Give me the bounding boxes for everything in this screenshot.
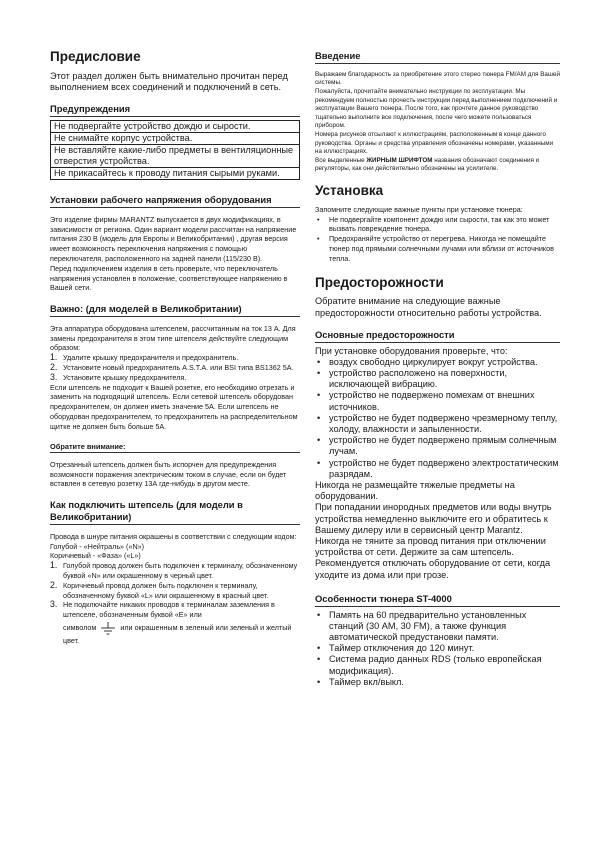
list-item: 1. Удалите крышку предохранителя и предохранитель.: [50, 352, 239, 363]
intro-title: Введение: [315, 50, 560, 64]
basic-intro: При установке оборудования проверьте, что:: [315, 345, 508, 356]
plug-code-blue: Голубой - «Нейтраль» («N»): [50, 541, 145, 551]
warning-item: Не снимайте корпус устройства.: [51, 133, 299, 145]
voltage-paragraph-2: Перед подключением изделия в сеть проверьте, что переключатель напряжения установлен в положение, соответствующее напряжению в Вашей сети.: [50, 263, 288, 293]
list-item: • воздух свободно циркулирует вокруг устройства.: [315, 357, 560, 368]
install-list: [315, 215, 560, 264]
list-item: 3. Не подключайте никаких проводов к терминалам заземления в штепселе, обозначенным буквой «E» или символом или окрашенным в зеленый или зеленый и желтый цвет.: [50, 600, 300, 645]
list-item: • устройство расположено на поверхности, исключающей вибрацию.: [315, 368, 560, 390]
features-title: Особенности тюнера ST-4000: [315, 593, 560, 607]
basic-paragraph-1: Никогда не размещайте тяжелые предметы на оборудовании.: [315, 479, 515, 502]
list-item: • Таймер вкл/выкл.: [315, 677, 560, 688]
basic-paragraph-2: При попадании инородных предметов или воды внутрь устройства немедленно выключите его и обратитесь к Вашему дилеру или в сервисный центр Marantz.: [315, 502, 552, 535]
attention-text: Отрезанный штепсель должен быть испорчен для предупреждения возможности поражения электрическим током в случае, если он будет вставлен в сетевую розетку 13А где-нибудь в другом месте.: [50, 459, 287, 489]
list-item: 3. Установите крышку предохранителя.: [50, 371, 187, 382]
uk-outro: Если штепсель не подходит к Вашей розетке, его необходимо отрезать и заменить на подходящий штепсель. Если сетевой штепсель оборудован предохранителем, он должен иметь значение 5A. Если штепсель не оборудован предохранителем, то предохранитель на распределительном щитке не должен быть больше 5A.: [50, 382, 298, 431]
plug-code-brown: Коричневый - «Фаза» («L»): [50, 551, 141, 561]
list-item: • Предохраняйте устройство от перегрева. Никогда не помещайте тюнер под прямыми солнечными лучами или вблизи от источников тепла.: [315, 234, 560, 263]
list-item: • устройство не будет подвержено прямым солнечным лучам.: [315, 435, 560, 457]
list-item: • Система радио данных RDS (только европейская модификация).: [315, 654, 560, 676]
ground-icon: [100, 622, 116, 636]
uk-important-title: Важно: (для моделей в Великобритании): [50, 303, 300, 317]
precautions-title: Предосторожности: [315, 274, 444, 290]
intro-paragraph-3: Номера рисунков отсылают к иллюстрациям, расположенным в конце данного руководства. Органы и средства управления обозначены номерами, указанными на иллюстрациях.: [315, 130, 554, 156]
voltage-title: Установки рабочего напряжения оборудования: [50, 194, 300, 208]
install-intro: Запомните следующие важные пункты при установке тюнера:: [315, 204, 523, 214]
warnings-title: Предупреждения: [50, 103, 300, 117]
list-item: • устройство не будет подвержено чрезмерному теплу, холоду, влажности и запыленности.: [315, 413, 560, 435]
basic-list: [315, 357, 560, 480]
list-item: 2. Коричневый провод должен быть подключен к терминалу, обозначенному буквой «L» или окрашенному в красный цвет.: [50, 579, 269, 600]
intro-paragraph-4: Все выделенные ЖИРНЫМ ШРИФТОМ названия обозначают соединения и регуляторы, как они действительно обозначены на усилителе.: [315, 156, 540, 173]
list-item: 2. Установите новый предохранитель A.S.T.A. или BSI типа BS1362 5A.: [50, 362, 294, 373]
list-item: • Таймер отключения до 120 минут.: [315, 643, 560, 654]
list-item: • Не подвергайте компонент дождю или сырости, так как это может вызвать повреждение тюнера.: [315, 215, 560, 235]
foreword-text: Этот раздел должен быть внимательно прочитан перед выполнением всех соединений и подключений в сеть.: [50, 70, 288, 93]
warning-item: Не прикасайтесь к проводу питания сырыми руками.: [54, 168, 280, 178]
left-column: [50, 50, 300, 646]
ground-symbol-line: символом или окрашенным в зеленый или зеленый и желтый цвет.: [63, 622, 292, 645]
foreword-title: Предисловие: [50, 49, 141, 64]
list-item: • устройство не будет подвержено электростатическим разрядам.: [315, 458, 560, 480]
list-item: • Память на 60 предварительно установленных станций (30 AM, 30 FM), а также функция автоматической предустановки памяти.: [315, 610, 560, 644]
basic-paragraph-3: Никогда не тяните за провод питания при отключении устройства от сети. Держите за сам штепсель. Рекомендуется отключать оборудование от сети, когда уходите из дома или при грозе.: [315, 535, 551, 580]
bold-font-term: ЖИРНЫМ ШРИФТОМ: [366, 156, 433, 164]
list-item: 1. Голубой провод должен быть подключен к терминалу, обозначенному буквой «N» или окрашенному в черный цвет.: [50, 560, 298, 580]
right-column: [315, 50, 560, 688]
intro-paragraph-1: Выражаем благодарность за приобретение этого стерео тюнера FM/AM для Вашей системы.: [315, 70, 560, 87]
uk-intro: Эта аппаратура оборудована штепселем, рассчитанным на ток 13 А. Для замены предохранителя в этом типе штепселя действуйте следующим образом:: [50, 323, 296, 353]
warning-item: Не вставляйте какие-либо предметы в вентиляционные отверстия устройства.: [51, 145, 299, 168]
warning-item: Не подвергайте устройство дождю и сырости.: [51, 121, 299, 133]
uk-fuse-steps: [50, 353, 300, 382]
attention-title: Обратите внимание:: [50, 442, 300, 453]
intro-paragraph-2: Пожалуйста, прочитайте внимательно инструкции по эксплуатации. Мы рекомендуем полностью прочесть инструкции перед выполнением подключений и эксплуатации Вашего тюнера. После того, как прочтете данное руководство тщательно выполните все подключения, после чего можете пользоваться прибором.: [315, 87, 558, 130]
precautions-intro: Обратите внимание на следующие важные предосторожности относительно работы устройства.: [315, 296, 542, 318]
plug-steps: [50, 561, 300, 646]
warnings-box: [50, 120, 300, 180]
plug-title: Как подключить штепсель (для модели в Великобритании): [50, 499, 300, 525]
basic-precautions-title: Основные предосторожности: [315, 329, 560, 343]
features-list: [315, 610, 560, 688]
list-item: • устройство не подвержено помехам от внешних источников.: [315, 390, 560, 412]
voltage-paragraph-1: Это изделие фирмы MARANTZ выпускается в двух модификациях, в зависимости от региона. Один вариант модели рассчитан на напряжение питания 230 В (модель для Европы и Великобритании) , другая версия имеет возможность переключения напряжения с помощью переключателя, расположенного на задней панели (115/230 В).: [50, 214, 297, 263]
plug-intro: Провода в шнуре питания окрашены в соответствии с следующим кодом:: [50, 531, 297, 541]
install-title: Установка: [315, 182, 384, 198]
